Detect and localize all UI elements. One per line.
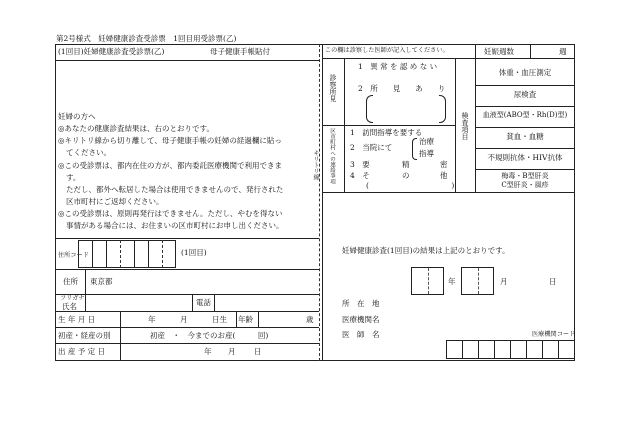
furigana-label: フリガナ [60, 295, 85, 302]
birth-year: 年 [148, 315, 156, 324]
birth-label: 生 年 月 日 [58, 315, 96, 324]
referral-label: 区市町村への連絡事項 [329, 128, 335, 184]
referral-paren[interactable]: ( ) [366, 181, 455, 190]
phone-label: 電話 [196, 298, 211, 307]
doctor-note: この欄は診察した医師が記入してください。 [325, 47, 449, 54]
notice-line-4b: 事情がある場合には、お住まいの区市町村にお申し出ください。 [66, 221, 284, 230]
result-statement: 妊婦健康診査(1回目)の結果は上記のとおりです。 [342, 246, 510, 255]
attach-note: 母子健康手帳貼付 [210, 47, 270, 56]
referral-4c: 他 [440, 171, 448, 180]
address-code-label: 住所コード [58, 252, 89, 259]
referral-3c: 密 [440, 160, 448, 169]
finding-bracket-right [439, 95, 446, 123]
notice-line-3a: ◎この受診票は、都内在住の方が、都内委託医療機関で利用できま [58, 161, 283, 170]
due-day: 日 [254, 347, 262, 356]
referral-4a[interactable]: 4 そ [350, 171, 370, 180]
due-year: 年 [204, 347, 212, 356]
referral-2[interactable]: 2 当院にて [350, 143, 393, 152]
referral-2a: 治療 [419, 137, 434, 146]
parity-value[interactable]: 初産 ・ 今までのお産( 回) [150, 331, 269, 340]
left-header: (1回目)妊婦健康診査受診票(乙) [58, 47, 165, 56]
notice-line-3b: す。 [66, 173, 81, 182]
date-month: 月 [500, 277, 508, 286]
referral-4b: の [402, 171, 410, 180]
parity-label: 初産・経産の別 [58, 331, 111, 340]
address-value[interactable]: 東京都 [90, 277, 113, 286]
weeks-label: 妊娠週数 [484, 47, 514, 56]
date-month-boxes[interactable] [461, 267, 494, 295]
birth-day: 日生 [212, 315, 227, 324]
finding-2[interactable]: 2 所 見 あ り [358, 84, 446, 93]
notice-line-1: ◎あなたの健康診査結果は、右のとおりです。 [58, 124, 214, 133]
notice-line-4a: ◎この受診票は、原則再発行はできません。ただし、やむを得ない [58, 209, 283, 218]
finding-1[interactable]: 1 異 常 を 認 め な い [358, 62, 438, 71]
notice-line-2b: てください。 [66, 148, 111, 157]
doctor-label: 医 師 名 [342, 330, 380, 339]
name-label: 氏名 [62, 302, 77, 311]
date-day: 日 [549, 277, 557, 286]
test-item-5: 不規則抗体・HIV抗体 [487, 153, 563, 162]
due-month: 月 [228, 347, 236, 356]
cut-line [319, 44, 320, 361]
address-label: 住所 [63, 277, 78, 286]
referral-bracket [412, 138, 417, 160]
finding-bracket-left [366, 95, 373, 123]
exam-findings-label: 診察所見 [329, 74, 337, 102]
cut-line-label: キリトリ線 [312, 150, 319, 180]
birth-month: 月 [180, 315, 188, 324]
notice-line-2a: ◎キリトリ線から切り離して、母子健康手帳の妊婦の経過欄に貼っ [58, 136, 282, 145]
test-item-4: 貧血・血糖 [506, 132, 544, 141]
test-item-3: 血液型(ABO型・Rh(D)型) [482, 111, 568, 119]
test-item-1: 体重・血圧測定 [498, 68, 552, 77]
referral-3a[interactable]: 3 要 [350, 160, 370, 169]
age-label: 年齢 [238, 315, 253, 324]
tests-label: 検査項目 [461, 112, 469, 140]
form-title: 第2号様式 妊婦健康診査受診票 1回目用受診票(乙) [56, 34, 237, 43]
visit-number: (1回目) [181, 248, 207, 257]
referral-3b: 精 [402, 160, 410, 169]
notice-line-3c: ただし、都外へ転居した場合は使用できませんので、発行された [66, 185, 284, 194]
test-item-2: 尿検査 [513, 90, 537, 99]
date-year: 年 [448, 277, 456, 286]
referral-1[interactable]: 1 訪問指導を要する [350, 128, 423, 137]
notice-title: 妊婦の方へ [58, 112, 96, 121]
age-unit: 歳 [306, 315, 314, 324]
test-item-6: 梅毒・B型肝炎 C型肝炎・風疹 [501, 172, 549, 189]
referral-2b: 指導 [419, 149, 434, 158]
notice-line-3d: 区市町村にご返却ください。 [66, 197, 164, 206]
due-label: 出 産 予 定 日 [58, 347, 106, 356]
institution-code-label: 医療機関コード [532, 331, 576, 338]
institution-label: 医療機関名 [342, 315, 380, 324]
weeks-unit: 週 [559, 47, 567, 56]
location-label: 所 在 地 [342, 299, 380, 308]
date-year-boxes[interactable] [411, 267, 444, 295]
